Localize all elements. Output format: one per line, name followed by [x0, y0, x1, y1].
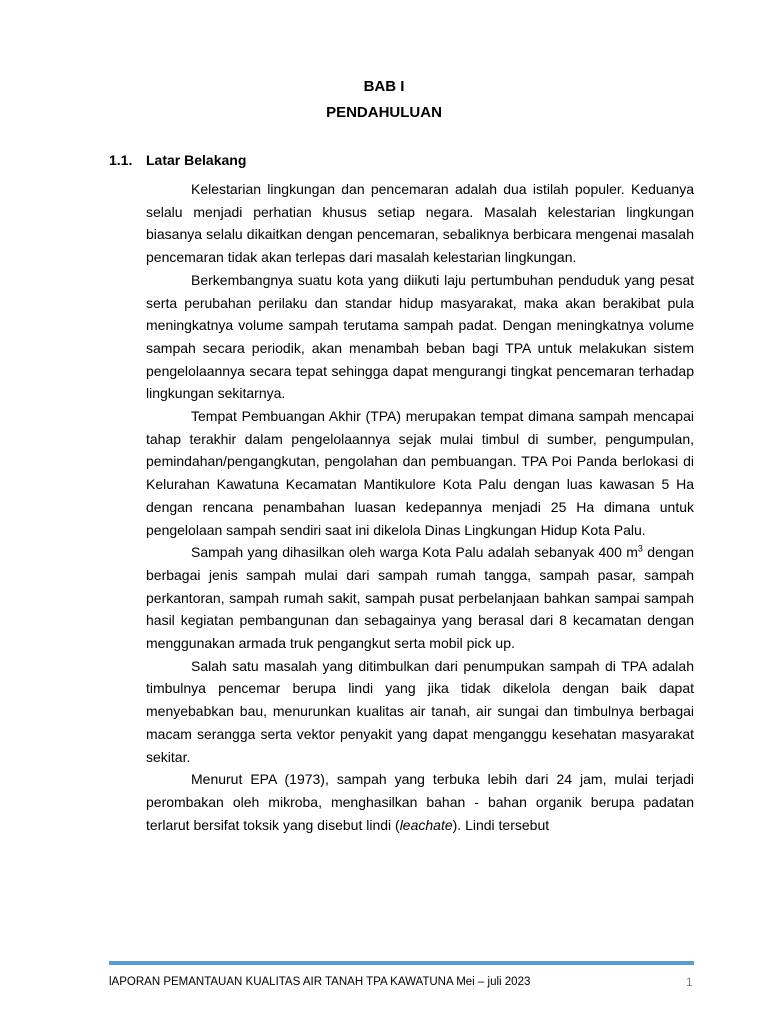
chapter-title: PENDAHULUAN [326, 104, 442, 121]
paragraph-6-text-b: ). Lindi tersebut [452, 816, 550, 833]
paragraph-2: Berkembangnya suatu kota yang diikuti laju pertumbuhan penduduk yang pesat serta perubahan perilaku dan standar hidup masyarakat, maka akan berakibat pula meningkatnya volume sampah terutama sampah padat. Dengan meningkatnya volume sampah secara periodik, akan menambah beban bagi TPA untuk melakukan sistem pengelolaannya secara tepat sehingga dapat mengurangi tingkat pencemaran terhadap lingkungan sekitarnya. [146, 271, 694, 402]
cubic-superscript: 3 [637, 543, 643, 554]
section-number: 1.1. [109, 152, 133, 168]
body-text [146, 178, 694, 836]
chapter-label: BAB I [363, 78, 405, 95]
paragraph-5: Salah satu masalah yang ditimbulkan dari penumpukan sampah di TPA adalah timbulnya pencemar berupa lindi yang jika tidak dikelola dengan baik dapat menyebabkan bau, menurunkan kualitas air tanah, air sungai dan timbulnya berbagai macam serangga serta vektor penyakit yang dapat menganggu kesehatan masyarakat sekitar. [146, 657, 694, 765]
paragraph-6 [146, 768, 694, 836]
paragraph-6-text-a: Menurut EPA (1973), sampah yang terbuka lebih dari 24 jam, mulai terjadi perombakan oleh mikroba, menghasilkan bahan - bahan organik berupa padatan terlarut bersifat toksik yang disebut lindi ( [146, 771, 694, 833]
paragraph-4-text-b: dengan berbagai jenis sampah mulai dari sampah rumah tangga, sampah pasar, sampah perkantoran, sampah rumah sakit, sampah pusat perbelanjaan bahkan sampai sampah hasil kegiatan pembangunan dan sebagainya yang berasal dari 8 kecamatan dengan menggunakan armada truk pengangkut serta mobil pick up. [146, 544, 694, 652]
page-number: 1 [686, 975, 693, 989]
section-title: Latar Belakang [146, 152, 247, 168]
footer-rule [109, 961, 694, 965]
section-heading [109, 152, 246, 168]
paragraph-3: Tempat Pembuangan Akhir (TPA) merupakan tempat dimana sampah mencapai tahap terakhir dalam pengelolaannya sejak mulai timbul di sumber, pengumpulan, pemindahan/pengangkutan, pengolahan dan pembuangan. TPA Poi Panda berlokasi di Kelurahan Kawatuna Kecamatan Mantikulore Kota Palu dengan luas kawasan 5 Ha dengan rencana penambahan luasan kedepannya menjadi 25 Ha dimana untuk pengelolaan sampah sendiri saat ini dikelola Dinas Lingkungan Hidup Kota Palu. [146, 408, 694, 538]
leachate-term: leachate [399, 816, 453, 833]
paragraph-1: Kelestarian lingkungan dan pencemaran adalah dua istilah populer. Keduanya selalu menjadi perhatian khusus setiap negara. Masalah kelestarian lingkungan biasanya selalu dikaitkan dengan pencemaran, sebaliknya berbicara mengenai masalah pencemaran tidak akan terlepas dari masalah kelestarian lingkungan. [146, 181, 694, 266]
footer-text: lAPORAN PEMANTAUAN KUALITAS AIR TANAH TPA KAWATUNA Mei – juli 2023 [109, 976, 531, 988]
paragraph-4 [146, 541, 694, 655]
paragraph-4-text-a: Sampah yang dihasilkan oleh warga Kota Palu adalah sebanyak 400 m [191, 544, 638, 561]
